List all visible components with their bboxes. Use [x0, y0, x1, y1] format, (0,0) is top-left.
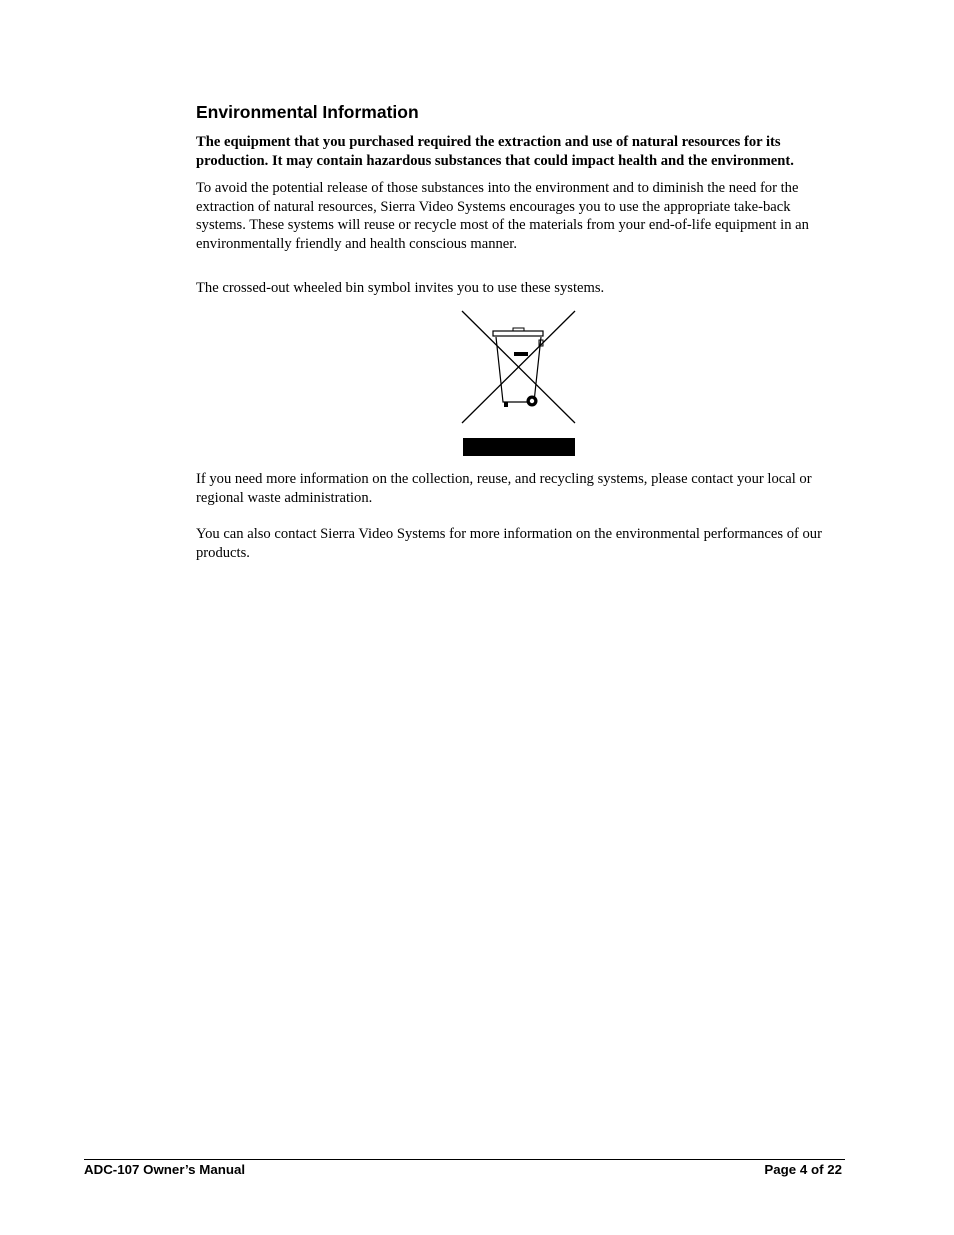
- bin-lid: [493, 331, 543, 336]
- crossed-out-wheeled-bin-icon: [460, 309, 578, 459]
- bin-body: [496, 337, 541, 402]
- contact-paragraph: You can also contact Sierra Video Systems for more information on the environmental performances of our products.: [196, 526, 822, 561]
- bold-intro-paragraph: The equipment that you purchased required the extraction and use of natural resources for its production. It may contain hazardous substances that could impact health and the environment.: [196, 134, 794, 169]
- bin-foot: [504, 402, 508, 407]
- more-info-paragraph: If you need more information on the collection, reuse, and recycling systems, please contact your local or regional waste administration.: [196, 471, 812, 506]
- footer-divider: [84, 1159, 845, 1160]
- section-heading: Environmental Information: [196, 102, 419, 122]
- bin-wheel-hub: [530, 399, 534, 403]
- footer-manual-title: ADC-107 Owner’s Manual: [84, 1162, 246, 1177]
- footer-page-number: Page 4 of 22: [764, 1162, 842, 1177]
- symbol-intro-paragraph: The crossed-out wheeled bin symbol invites you to use these systems.: [196, 280, 605, 296]
- bin-label-plate: [514, 352, 528, 356]
- bin-underline-bar: [463, 438, 575, 456]
- take-back-paragraph: To avoid the potential release of those substances into the environment and to diminish the need for the extraction of natural resources, Sierra Video Systems encourages you to use the appropriate take-back systems. These systems will reuse or recycle most of the materials from your end-of-life equipment in an environmentally friendly and health conscious manner.: [196, 180, 809, 252]
